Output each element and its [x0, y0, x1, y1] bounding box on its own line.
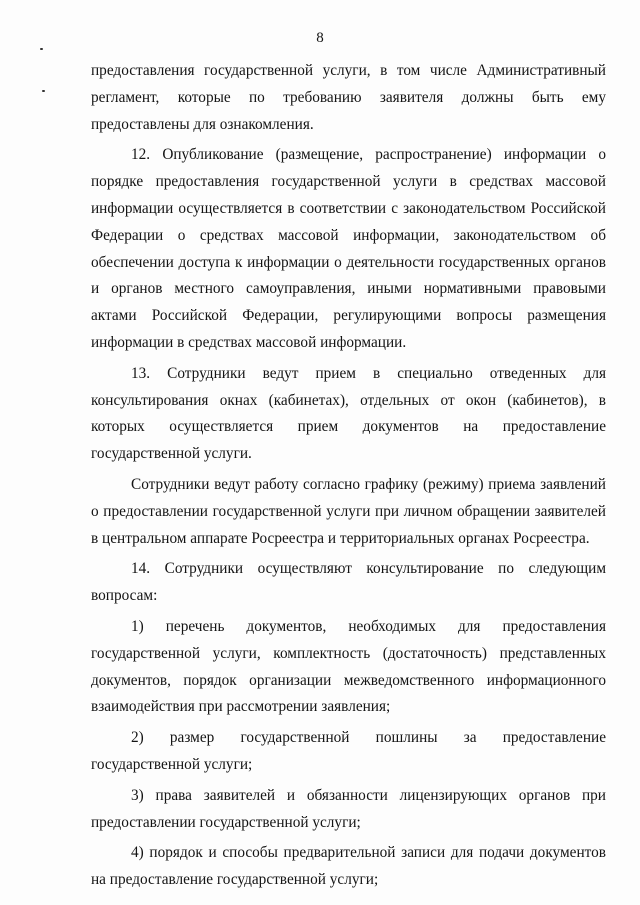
- paragraph-schedule: Сотрудники ведут работу согласно графику (режиму) приема заявлений о предоставлении государственной услуги при личном обращении заявителей в центральном аппарате Росреестра и территориальных органах Росреестра.: [91, 475, 606, 547]
- document-body: [91, 58, 606, 898]
- paragraph-14: 14. Сотрудники осуществляют консультирование по следующим вопросам:: [91, 560, 606, 605]
- list-item-3: 3) права заявителей и обязанности лицензирующих органов при предоставлении государственной услуги;: [91, 786, 606, 831]
- list-item-4: 4) порядок и способы предварительной записи для подачи документов на предоставление государственной услуги;: [91, 844, 606, 889]
- list-item-1: 1) перечень документов, необходимых для предоставления государственной услуги, комплектность (достаточность) представленных документов, порядок организации межведомственного информационного взаимодействия при рассмотрении заявления;: [91, 617, 606, 716]
- paragraph-continuation: предоставления государственной услуги, в том числе Административный регламент, которые по требованию заявителя должны быть ему предоставлены для ознакомления.: [91, 62, 606, 133]
- list-item-2: 2) размер государственной пошлины за предоставление государственной услуги;: [91, 729, 606, 773]
- page-number: 8: [316, 30, 324, 46]
- scan-speck: [42, 90, 45, 92]
- paragraph-12: 12. Опубликование (размещение, распространение) информации о порядке предоставления государственной услуги в средствах массовой информации осуществляется в соответствии с законодательством Российской Федерации о средствах массовой информации, законодательством об обеспечении доступа к информации о деятельности государственных органов и органов местного самоуправления, иными нормативными правовыми актами Российской Федерации, регулирующими вопросы размещения информации в средствах массовой информации.: [91, 146, 606, 351]
- paragraph-13: 13. Сотрудники ведут прием в специально отведенных для консультирования окнах (кабинетах), отдельных от окон (кабинетов), в которых осуществляется прием документов на предоставление государственной услуги.: [91, 364, 606, 463]
- scan-speck: [40, 48, 43, 50]
